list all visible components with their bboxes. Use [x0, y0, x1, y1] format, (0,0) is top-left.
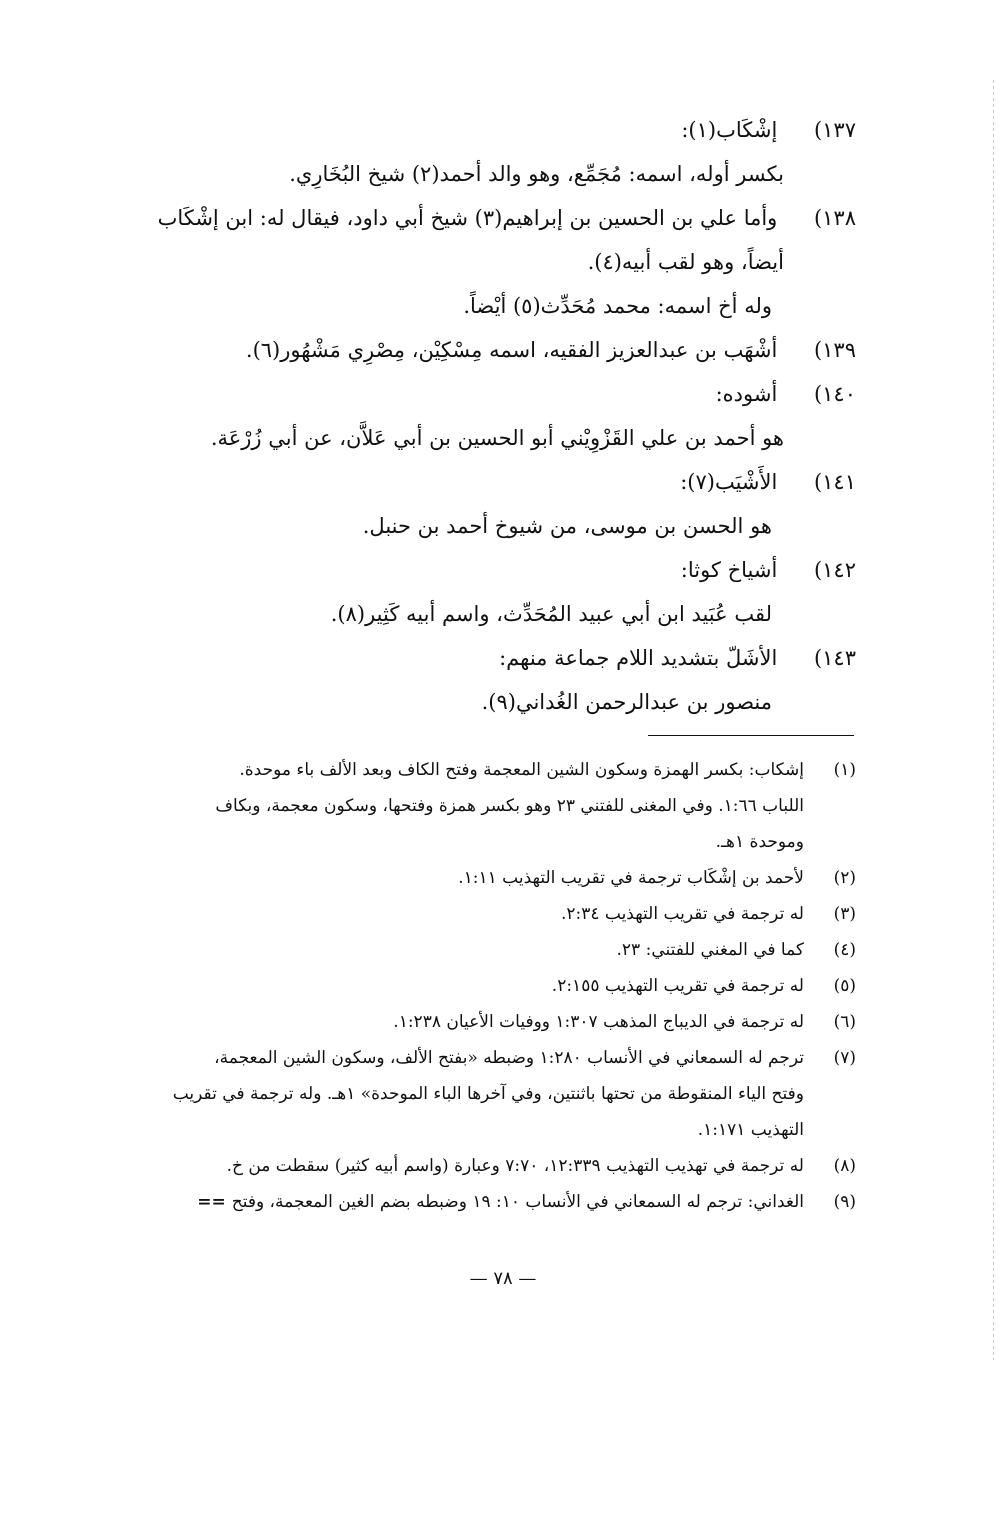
- footnote-number: (٩): [833, 1192, 856, 1212]
- entry-138-line-3: [128, 284, 856, 328]
- entry-number: ١٤٣): [813, 646, 856, 670]
- entry-138-line-2: [128, 240, 856, 284]
- footnote-number: (٤): [833, 940, 856, 960]
- entry-text: الأَشْيَب(٧):: [680, 470, 778, 494]
- entry-140-heading: [128, 372, 856, 416]
- footnote-2: [128, 860, 856, 896]
- entry-text: إشْكَاب(١):: [681, 118, 778, 142]
- footnote-3: [128, 896, 856, 932]
- footnotes: [128, 752, 856, 1220]
- footnote-8: [128, 1148, 856, 1184]
- entry-143-body: [128, 680, 856, 724]
- footnote-number: (٢): [833, 868, 856, 888]
- entry-text: لقب عُبَيد ابن أبي عبيد المُحَدِّث، واسم أبيه كَثِير(٨).: [330, 602, 772, 626]
- main-text: [128, 108, 856, 724]
- entry-text: وله أخ اسمه: محمد مُحَدِّث(٥) أيْضاً.: [463, 294, 772, 318]
- entry-137-heading: [128, 108, 856, 152]
- entry-text: أشياخ كوثا:: [680, 558, 778, 582]
- footnote-number: (١): [833, 760, 856, 780]
- footnote-text: اللباب ١:٦٦. وفي المغنى للفتني ٢٣ وهو بكسر همزة وفتحها، وسكون معجمة، وبكاف: [215, 796, 804, 816]
- entry-138-line-1: [128, 196, 856, 240]
- entry-text: بكسر أوله، اسمه: مُجَمِّع، وهو والد أحمد(٢) شيخ البُخَارِي.: [289, 162, 784, 186]
- footnote-text: كما في المغني للفتني: ٢٣.: [616, 940, 804, 960]
- footnote-text: له ترجمة في الديباج المذهب ١:٣٠٧ ووفيات الأعيان ١:٢٣٨.: [393, 1012, 804, 1032]
- entry-text: أشْهَب بن عبدالعزيز الفقيه، اسمه مِسْكِيْن، مِصْرِي مَشْهُور(٦).: [245, 338, 778, 362]
- entry-139: [128, 328, 856, 372]
- entry-text: هو الحسن بن موسى، من شيوخ أحمد بن حنبل.: [362, 514, 772, 538]
- footnote-text: له ترجمة في تقريب التهذيب ٢:٣٤.: [560, 904, 804, 924]
- page-number: — ٧٨ —: [469, 1268, 537, 1289]
- entry-text: أشوده:: [715, 382, 778, 406]
- scan-edge: [993, 80, 994, 1360]
- footnote-number: (٨): [833, 1156, 856, 1176]
- footnote-number: (٧): [833, 1048, 856, 1068]
- footnote-text: ترجم له السمعاني في الأنساب ١:٢٨٠ وضبطه «بفتح الألف، وسكون الشين المعجمة،: [214, 1048, 804, 1068]
- entry-142-heading: [128, 548, 856, 592]
- footnote-text: لأحمد بن إشْكَاب ترجمة في تقريب التهذيب ١:١١.: [458, 868, 804, 888]
- entry-text: هو أحمد بن علي القَزْوِيْني أبو الحسين بن أبي عَلاَّن، عن أبي زُرْعَة.: [210, 426, 784, 450]
- footnote-text: وموحدة ١هـ.: [715, 832, 804, 852]
- footnote-7: [128, 1040, 856, 1148]
- entry-number: ١٣٨): [813, 206, 856, 230]
- footnote-separator: [648, 735, 854, 736]
- entry-text: منصور بن عبدالرحمن الغُداني(٩).: [481, 690, 772, 714]
- footnote-4: [128, 932, 856, 968]
- footnote-number: (٥): [833, 976, 856, 996]
- footnote-9: [128, 1184, 856, 1220]
- entry-number: ١٤٢): [813, 558, 856, 582]
- footnote-5: [128, 968, 856, 1004]
- entry-137-body: [128, 152, 856, 196]
- footnote-text: الغداني: ترجم له السمعاني في الأنساب ١٠: ١٩ وضبطه بضم الغين المعجمة، وفتح: [231, 1192, 804, 1212]
- entry-number: ١٤١): [813, 470, 856, 494]
- entry-141-body: [128, 504, 856, 548]
- footnote-text: وفتح الياء المنقوطة من تحتها باثنتين، وفي آخرها الباء الموحدة» ١هـ. وله ترجمة في تقريب: [172, 1084, 804, 1104]
- footnote-text: له ترجمة في تقريب التهذيب ٢:١٥٥.: [551, 976, 804, 996]
- continuation-mark: ==: [197, 1192, 226, 1212]
- entry-141-heading: [128, 460, 856, 504]
- entry-text: أيضاً، وهو لقب أبيه(٤).: [587, 250, 784, 274]
- entry-143-heading: [128, 636, 856, 680]
- footnote-1: [128, 752, 856, 860]
- footnote-6: [128, 1004, 856, 1040]
- entry-number: ١٣٧): [813, 118, 856, 142]
- entry-text: الأشَلّ بتشديد اللام جماعة منهم:: [499, 646, 778, 670]
- entry-number: ١٤٠): [813, 382, 856, 406]
- entry-142-body: [128, 592, 856, 636]
- footnote-text: له ترجمة في تهذيب التهذيب ١٢:٣٣٩، ٧:٧٠ وعبارة (واسم أبيه كثير) سقطت من خ.: [226, 1156, 804, 1176]
- entry-text: وأما علي بن الحسين بن إبراهيم(٣) شيخ أبي داود، فيقال له: ابن إشْكَاب: [157, 206, 778, 230]
- footnote-text: إشكاب: بكسر الهمزة وسكون الشين المعجمة وفتح الكاف وبعد الألف باء موحدة.: [239, 760, 804, 780]
- entry-140-body: [128, 416, 856, 460]
- entry-number: ١٣٩): [813, 338, 856, 362]
- footnote-number: (٦): [833, 1012, 856, 1032]
- footnote-number: (٣): [833, 904, 856, 924]
- footnote-text: التهذيب ١:١٧١.: [697, 1120, 804, 1140]
